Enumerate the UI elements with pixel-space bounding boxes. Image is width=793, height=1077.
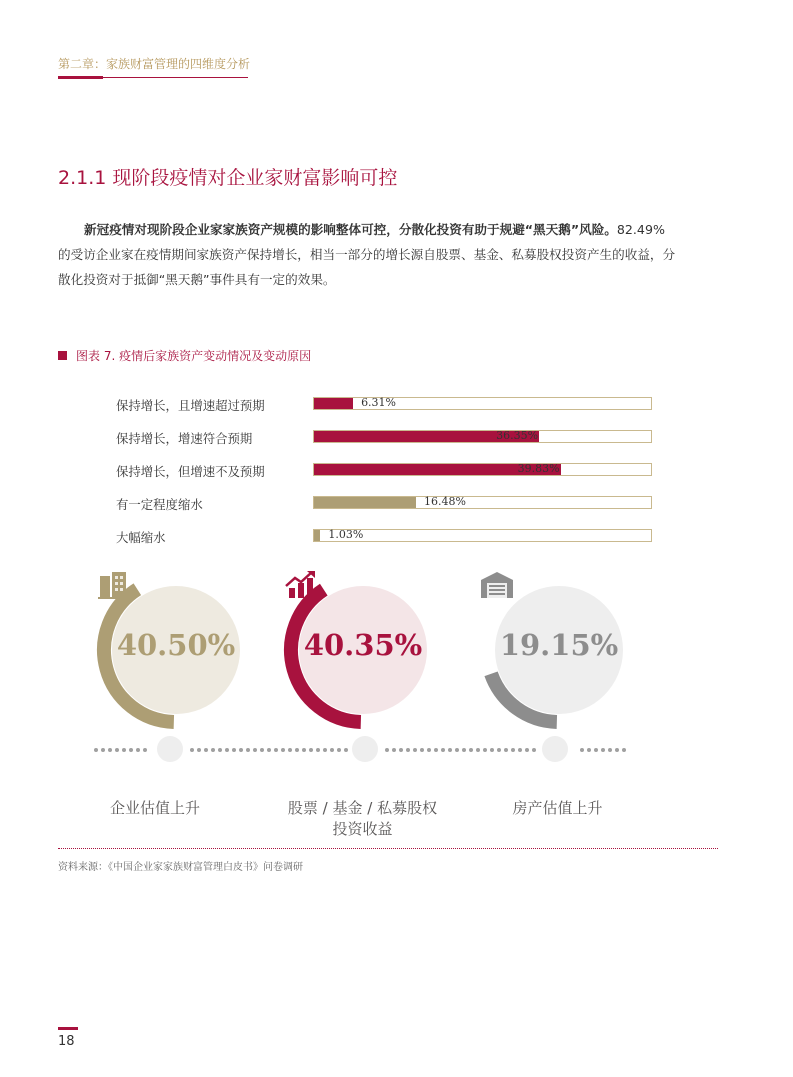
reason-circle-1: [283, 570, 443, 730]
reason-circle-2: [479, 570, 639, 730]
bar-3: [314, 497, 416, 508]
source-divider: [58, 848, 718, 849]
dotted-connector-4: [580, 748, 630, 752]
connector-knob-3: [542, 736, 568, 762]
reason-circle-0: [96, 570, 256, 730]
chapter-header: 第二章：家族财富管理的四维度分析: [58, 57, 251, 71]
reason-label-1-line-1: 股票 / 基金 / 私募股权: [287, 799, 438, 817]
reason-label-2: [500, 798, 615, 819]
reason-label-0: [100, 798, 210, 819]
bar-track-1: [313, 430, 652, 443]
reason-percent-2: 19.15%: [499, 628, 619, 662]
bar-label-0: 保持增长，且增速超过预期: [116, 398, 265, 413]
bar-value-2: 39.83%: [517, 462, 560, 475]
bar-track-2: [313, 463, 652, 476]
bar-track-4: [313, 529, 652, 542]
bar-value-3: 16.48%: [424, 495, 466, 508]
bar-label-3: 有一定程度缩水: [116, 497, 203, 512]
dotted-connector-3: [385, 748, 537, 752]
body-paragraph: [58, 217, 721, 292]
header-rule-accent: [58, 76, 103, 79]
reason-percent-1: 40.35%: [303, 628, 423, 662]
paragraph-line-1: [58, 217, 721, 242]
reason-percent-0: 40.50%: [116, 628, 236, 662]
bar-track-0: [313, 397, 652, 410]
paragraph-line-2: 的受访企业家在疫情期间家族资产保持增长，相当一部分的增长源自股票、基金、私募股权投资产生的收益，分: [58, 247, 676, 262]
bar-label-2: 保持增长，但增速不及预期: [116, 464, 265, 479]
bar-value-1: 36.35%: [496, 429, 539, 442]
bar-4: [314, 530, 320, 541]
dotted-connector-2: [190, 748, 348, 752]
reason-label-2-line-1: 房产估值上升: [512, 799, 603, 817]
reason-label-1-line-2: 投资收益: [332, 820, 393, 838]
page-number: 18: [58, 1034, 75, 1049]
paragraph-line-3: 散化投资对于抵御“黑天鹅”事件具有一定的效果。: [58, 272, 336, 287]
bar-label-4: 大幅缩水: [116, 530, 166, 545]
connector-knob-2: [352, 736, 378, 762]
bar-0: [314, 398, 353, 409]
bar-label-1: 保持增长，增速符合预期: [116, 431, 253, 446]
header-rule: [103, 77, 248, 78]
section-title: 2.1.1 现阶段疫情对企业家财富影响可控: [58, 167, 398, 189]
source-note: 资料来源：《中国企业家家族财富管理白皮书》问卷调研: [58, 862, 303, 873]
warehouse-icon: [479, 570, 515, 600]
building-icon: [96, 570, 132, 600]
paragraph-stat: 82.49%: [616, 222, 665, 237]
dotted-connector-1: [94, 748, 152, 752]
reason-label-1: [270, 798, 455, 840]
connector-knob-1: [157, 736, 183, 762]
chart-up-icon: [283, 570, 319, 600]
bar-value-0: 6.31%: [361, 396, 397, 409]
caption-square-icon: [58, 351, 67, 360]
bar-value-4: 1.03%: [328, 528, 364, 541]
page-number-rule: [58, 1027, 78, 1030]
reason-label-0-line-1: 企业估值上升: [109, 799, 200, 817]
bar-track-3: [313, 496, 652, 509]
paragraph-lead: 新冠疫情对现阶段企业家家族资产规模的影响整体可控，分散化投资有助于规避“黑天鹅”风险。: [84, 222, 617, 237]
figure-caption: 图表 7. 疫情后家族资产变动情况及变动原因: [76, 349, 312, 363]
